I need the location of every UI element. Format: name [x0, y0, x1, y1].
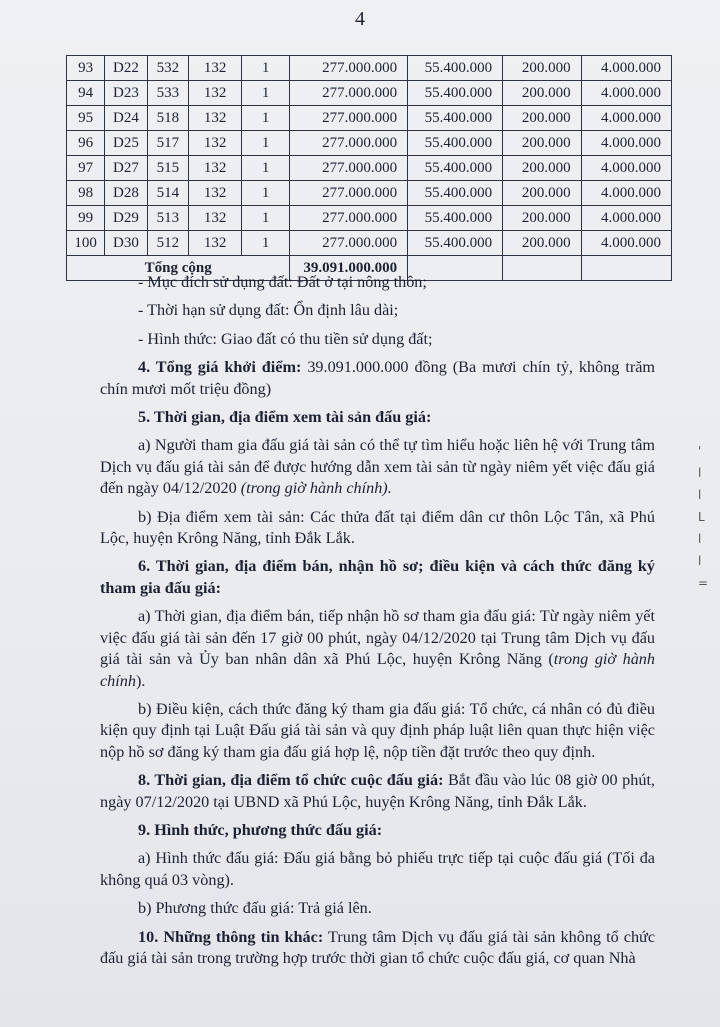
total-value: 39.091.000.000 [290, 256, 408, 281]
cell-profile-fee: 200.000 [503, 106, 581, 131]
land-form-line: - Hình thức: Giao đất có thu tiền sử dụng đất; [138, 329, 433, 348]
cell-profile-fee: 200.000 [503, 131, 581, 156]
cell-profile-fee: 200.000 [503, 206, 581, 231]
section-5a-text: a) Người tham gia đấu giá tài sản có thể tự tìm hiểu hoặc liên hệ với Trung tâm Dịch vụ đấu giá tài sản để được hướng dẫn xem tài sản từ ngày niêm yết việc đấu giá đến ngày 04/12/2020 [100, 436, 655, 498]
section-4-text: 39.091.000.000 đồng (Ba mươi chín tỷ, không trăm chín mươi mốt triệu đồng) [100, 358, 656, 398]
cell-deposit: 55.400.000 [408, 131, 503, 156]
section-8-text: Bắt đầu vào lúc 08 giờ 00 phút, ngày 07/12/2020 tại UBND xã Phú Lộc, huyện Krông Năng, tỉnh Đắk Lắk. [100, 771, 655, 811]
page-number: 4 [355, 8, 365, 30]
section-9b: b) Phương thức đấu giá: Trả giá lên. [138, 899, 372, 918]
section-5b: b) Địa điểm xem tài sản: Các thửa đất tại điểm dân cư thôn Lộc Tân, xã Phú Lộc, huyện Krông Năng, tỉnh Đắk Lắk. [100, 507, 655, 548]
table-row [67, 231, 672, 256]
cell-deposit: 55.400.000 [408, 181, 503, 206]
cell-deposit: 55.400.000 [408, 231, 503, 256]
cell-parcel-no: 518 [147, 106, 189, 131]
cell-map-sheet: 132 [189, 181, 242, 206]
cell-step-price: 4.000.000 [581, 106, 671, 131]
margin-mark: l [698, 488, 702, 502]
margin-mark: = [698, 576, 709, 590]
table-row [67, 206, 672, 231]
cell-starting-price: 277.000.000 [290, 181, 408, 206]
section-5-heading: 5. Thời gian, địa điểm xem tài sản đấu giá: [138, 408, 432, 427]
cell-quantity: 1 [242, 131, 290, 156]
document-body [100, 272, 655, 976]
section-8 [100, 770, 655, 813]
cell-stt: 95 [67, 106, 105, 131]
margin-mark: l [698, 554, 702, 568]
section-6b: b) Điều kiện, cách thức đăng ký tham gia đấu giá: Tổ chức, cá nhân có đủ điều kiện quy định tại Luật Đấu giá tài sản và quy định pháp luật liên quan thực hiện việc nộp hồ sơ đăng ký tham gia đấu giá hợp lệ, nộp tiền đặt trước theo quy định. [100, 699, 655, 761]
cell-parcel-no: 517 [147, 131, 189, 156]
cell-parcel-no: 533 [147, 81, 189, 106]
cell-map-sheet: 132 [189, 156, 242, 181]
cell-lot-code: D27 [105, 156, 147, 181]
cell-quantity: 1 [242, 56, 290, 81]
cell-map-sheet: 132 [189, 56, 242, 81]
land-duration-line: - Thời hạn sử dụng đất: Ổn định lâu dài; [138, 301, 399, 320]
cell-lot-code: D29 [105, 206, 147, 231]
cell-step-price: 4.000.000 [581, 206, 671, 231]
section-6a-end: ). [135, 671, 146, 690]
total-label: Tổng cộng [67, 256, 290, 281]
cell-quantity: 1 [242, 181, 290, 206]
cell-step-price: 4.000.000 [581, 131, 671, 156]
section-8-heading: 8. Thời gian, địa điểm tổ chức cuộc đấu giá: [138, 771, 444, 790]
cell-step-price: 4.000.000 [581, 81, 671, 106]
cell-stt: 99 [67, 206, 105, 231]
cell-stt: 96 [67, 131, 105, 156]
cell-starting-price: 277.000.000 [290, 156, 408, 181]
cell-profile-fee: 200.000 [503, 56, 581, 81]
section-10 [100, 927, 655, 970]
section-10-heading: 10. Những thông tin khác: [138, 927, 324, 946]
cell-map-sheet: 132 [189, 131, 242, 156]
cell-lot-code: D25 [105, 131, 147, 156]
cell-starting-price: 277.000.000 [290, 231, 408, 256]
margin-mark: l [698, 532, 702, 546]
cell-profile-fee: 200.000 [503, 181, 581, 206]
table-row [67, 56, 672, 81]
cell-profile-fee: 200.000 [503, 231, 581, 256]
cell-step-price: 4.000.000 [581, 181, 671, 206]
table-row [67, 181, 672, 206]
section-6a-italic: trong giờ hành chính [100, 650, 655, 690]
cell-deposit: 55.400.000 [408, 81, 503, 106]
cell-deposit: 55.400.000 [408, 156, 503, 181]
cell-map-sheet: 132 [189, 206, 242, 231]
cell-parcel-no: 532 [147, 56, 189, 81]
cell-parcel-no: 515 [147, 156, 189, 181]
cell-lot-code: D28 [105, 181, 147, 206]
cell-deposit: 55.400.000 [408, 56, 503, 81]
section-5a-italic: (trong giờ hành chính). [240, 479, 392, 498]
cell-step-price: 4.000.000 [581, 231, 671, 256]
cell-quantity: 1 [242, 206, 290, 231]
cell-starting-price: 277.000.000 [290, 206, 408, 231]
land-lot-table [66, 55, 672, 281]
table-row [67, 131, 672, 156]
cell-parcel-no: 512 [147, 231, 189, 256]
margin-mark: l [698, 466, 702, 480]
cell-quantity: 1 [242, 106, 290, 131]
cell-map-sheet: 132 [189, 231, 242, 256]
cell-lot-code: D24 [105, 106, 147, 131]
cell-stt: 93 [67, 56, 105, 81]
cell-parcel-no: 513 [147, 206, 189, 231]
cell-stt: 94 [67, 81, 105, 106]
margin-pen-marks [698, 440, 712, 594]
cell-lot-code: D23 [105, 81, 147, 106]
section-9-heading: 9. Hình thức, phương thức đấu giá: [138, 820, 383, 839]
cell-stt: 98 [67, 181, 105, 206]
cell-lot-code: D30 [105, 231, 147, 256]
cell-profile-fee: 200.000 [503, 81, 581, 106]
cell-stt: 97 [67, 156, 105, 181]
cell-deposit: 55.400.000 [408, 206, 503, 231]
section-6a-text: a) Thời gian, địa điểm bán, tiếp nhận hồ sơ tham gia đấu giá: Từ ngày niêm yết việc đấu giá tài sản đến 17 giờ 00 phút, ngày 04/12/2020 tại Trung tâm Dịch vụ đấu giá tài sản và Ủy ban nhân dân xã Phú Lộc, huyện Krông Năng ( [100, 607, 655, 669]
table-row [67, 81, 672, 106]
table-row [67, 156, 672, 181]
cell-parcel-no: 514 [147, 181, 189, 206]
section-4 [100, 357, 655, 400]
cell-deposit: 55.400.000 [408, 106, 503, 131]
cell-quantity: 1 [242, 156, 290, 181]
section-6-heading: 6. Thời gian, địa điểm bán, nhận hồ sơ; điều kiện và cách thức đăng ký tham gia đấu giá: [100, 557, 655, 597]
section-4-heading: 4. Tổng giá khởi điểm: [138, 358, 302, 377]
cell-starting-price: 277.000.000 [290, 106, 408, 131]
section-10-text: Trung tâm Dịch vụ đấu giá tài sản không tổ chức đấu giá tài sản trong trường hợp trước thời gian tổ chức cuộc đấu giá, cơ quan Nhà [100, 927, 656, 967]
cell-starting-price: 277.000.000 [290, 131, 408, 156]
cell-map-sheet: 132 [189, 81, 242, 106]
cell-quantity: 1 [242, 231, 290, 256]
cell-step-price: 4.000.000 [581, 56, 671, 81]
section-9a: a) Hình thức đấu giá: Đấu giá bằng bỏ phiếu trực tiếp tại cuộc đấu giá (Tối đa không quá 03 vòng). [100, 849, 655, 889]
cell-lot-code: D22 [105, 56, 147, 81]
margin-mark: ' [698, 444, 702, 458]
land-purpose-line: - Mục đích sử dụng đất: Đất ở tại nông thôn; [138, 273, 427, 291]
cell-step-price: 4.000.000 [581, 156, 671, 181]
cell-starting-price: 277.000.000 [290, 81, 408, 106]
margin-mark: L [698, 510, 705, 524]
cell-quantity: 1 [242, 81, 290, 106]
section-5a [100, 435, 655, 499]
cell-map-sheet: 132 [189, 106, 242, 131]
cell-profile-fee: 200.000 [503, 156, 581, 181]
cell-stt: 100 [67, 231, 105, 256]
cell-starting-price: 277.000.000 [290, 56, 408, 81]
table-row [67, 106, 672, 131]
section-6a [100, 606, 655, 692]
